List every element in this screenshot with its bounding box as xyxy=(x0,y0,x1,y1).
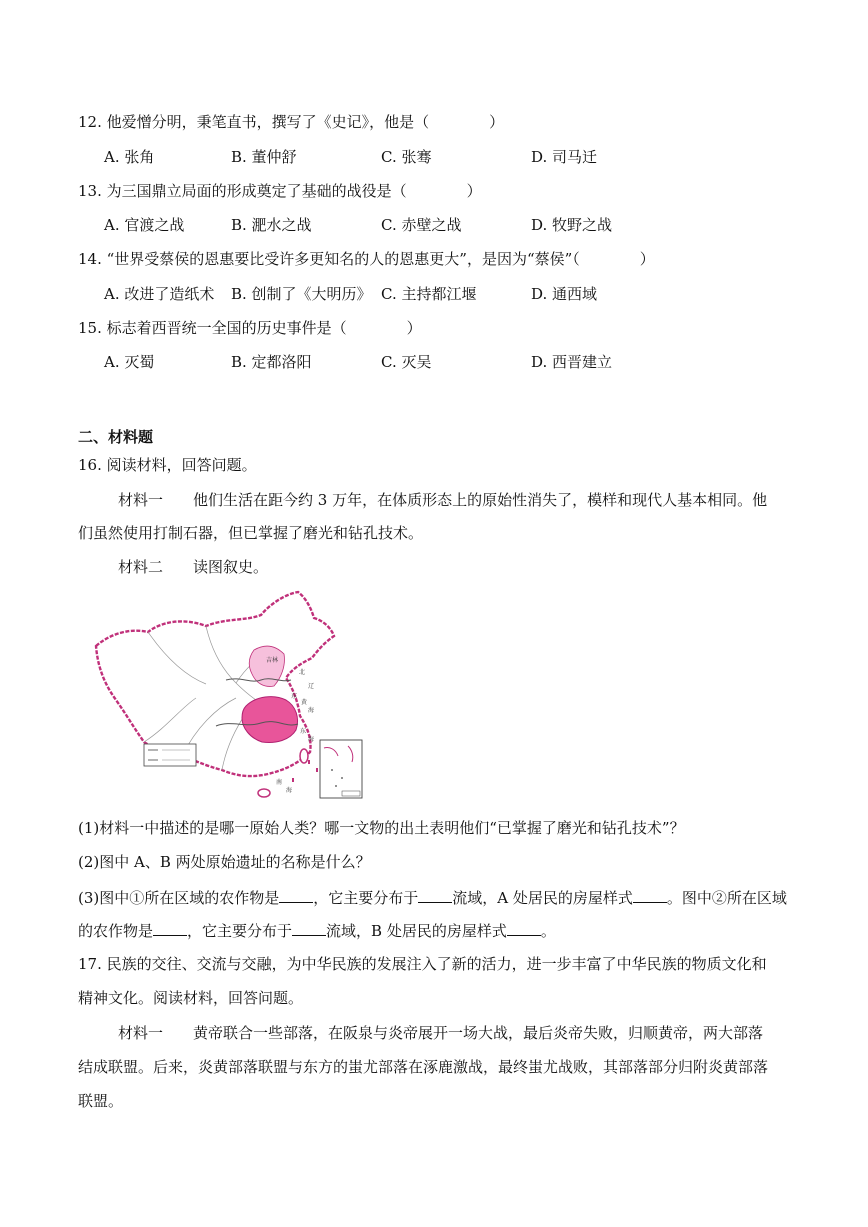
q17-material1-line3: 联盟。 xyxy=(78,1092,124,1110)
q15-option-c: C. 灭吴 xyxy=(381,353,432,371)
answer-blank[interactable] xyxy=(418,887,452,903)
section-title: 二、材料题 xyxy=(78,428,154,446)
map-label-2: 辽 xyxy=(308,683,315,690)
q17-stem-line1: 17. 民族的交往、交流与交融，为中华民族的发展注入了新的活力，进一步丰富了中华民族的物质文化和 xyxy=(78,955,767,973)
q14-stem: 14. “世界受蔡侯的恩惠要比受许多更知名的人的恩惠更大”，是因为“蔡侯”（ ） xyxy=(78,250,655,268)
q15-option-a: A. 灭蜀 xyxy=(104,353,155,371)
map-label-1: 北 xyxy=(299,669,306,676)
q16-sub2: (2)图中 A、B 两处原始遗址的名称是什么？ xyxy=(78,853,371,871)
q16-sub3-line2 xyxy=(78,920,556,941)
answer-blank[interactable] xyxy=(279,887,313,903)
map-label-jilin: 吉林 xyxy=(266,657,279,664)
map-inset xyxy=(320,740,362,798)
q14-option-c: C. 主持都江堰 xyxy=(381,285,477,303)
q12-option-b: B. 董仲舒 xyxy=(231,148,297,166)
q16-sub3-text-2: ，它主要分布于 xyxy=(313,889,419,907)
q15-option-d: D. 西晋建立 xyxy=(531,353,613,371)
map-label-3: 东 xyxy=(291,693,298,700)
q17-material1-line2: 结成联盟。后来，炎黄部落联盟与东方的蚩尤部落在涿鹿激战，最终蚩尤战败，其部落部分归附炎黄部落 xyxy=(78,1058,769,1076)
q17-material1-line1: 材料一 黄帝联合一些部落，在阪泉与炎帝展开一场大战，最后炎帝失败，归顺黄帝，两大部落 xyxy=(118,1024,764,1042)
map-label-4: 黄 xyxy=(301,699,308,706)
q14-option-b: B. 创制了《大明历》 xyxy=(231,285,372,303)
answer-blank[interactable] xyxy=(633,887,667,903)
map-label-8: 南 xyxy=(276,779,283,786)
q16-sub3-text-7: 流域，B 处居民的房屋样式 xyxy=(326,922,507,940)
china-map-icon xyxy=(96,592,362,798)
q16-sub3-text-5: 的农作物是 xyxy=(78,922,154,940)
q12-option-c: C. 张骞 xyxy=(381,148,432,166)
q12-stem: 12. 他爱憎分明，秉笔直书，撰写了《史记》，他是（ ） xyxy=(78,113,505,131)
q13-option-c: C. 赤壁之战 xyxy=(381,216,462,234)
q15-option-b: B. 定都洛阳 xyxy=(231,353,312,371)
answer-blank[interactable] xyxy=(507,920,541,936)
map-label-5: 海 xyxy=(308,707,315,714)
q16-material1-line1: 材料一 他们生活在距今约 3 万年，在体质形态上的原始性消失了，模样和现代人基本相同。他 xyxy=(118,491,768,509)
q12-option-a: A. 张角 xyxy=(104,148,155,166)
q13-option-b: B. 淝水之战 xyxy=(231,216,312,234)
answer-blank[interactable] xyxy=(292,920,326,936)
answer-blank[interactable] xyxy=(153,920,187,936)
q14-option-d: D. 通西域 xyxy=(531,285,598,303)
q16-material1-line2: 们虽然使用打制石器，但已掌握了磨光和钻孔技术。 xyxy=(78,524,424,542)
q16-sub3-text-6: ，它主要分布于 xyxy=(187,922,293,940)
q13-option-a: A. 官渡之战 xyxy=(104,216,185,234)
q16-stem: 16. 阅读材料，回答问题。 xyxy=(78,456,257,474)
q15-stem: 15. 标志着西晋统一全国的历史事件是（ ） xyxy=(78,319,422,337)
q16-sub1: (1)材料一中描述的是哪一原始人类？哪一文物的出土表明他们“已掌握了磨光和钻孔技术”？ xyxy=(78,819,685,837)
q14-option-a: A. 改进了造纸术 xyxy=(104,285,215,303)
map-label-9: 海 xyxy=(286,787,293,794)
q13-option-d: D. 牧野之战 xyxy=(531,216,613,234)
q17-stem-line2: 精神文化。阅读材料，回答问题。 xyxy=(78,989,304,1007)
map-legend xyxy=(144,744,196,766)
region-2 xyxy=(242,697,298,743)
q16-sub3-line1 xyxy=(78,887,787,908)
q12-option-d: D. 司马迁 xyxy=(531,148,598,166)
q16-material2: 材料二 读图叙史。 xyxy=(118,558,269,576)
q16-sub3-text-8: 。 xyxy=(540,922,556,940)
map-border xyxy=(96,592,334,776)
china-map-figure xyxy=(86,588,366,803)
q13-stem: 13. 为三国鼎立局面的形成奠定了基础的战役是（ ） xyxy=(78,182,482,200)
q16-sub3-text-4: 。图中②所在区域 xyxy=(666,889,787,907)
map-label-6: 东 xyxy=(300,728,307,735)
q16-sub3-text-1: (3)图中①所在区域的农作物是 xyxy=(78,889,280,907)
q16-sub3-text-3: 流域，A 处居民的房屋样式 xyxy=(452,889,633,907)
map-label-7: 海 xyxy=(308,736,315,743)
